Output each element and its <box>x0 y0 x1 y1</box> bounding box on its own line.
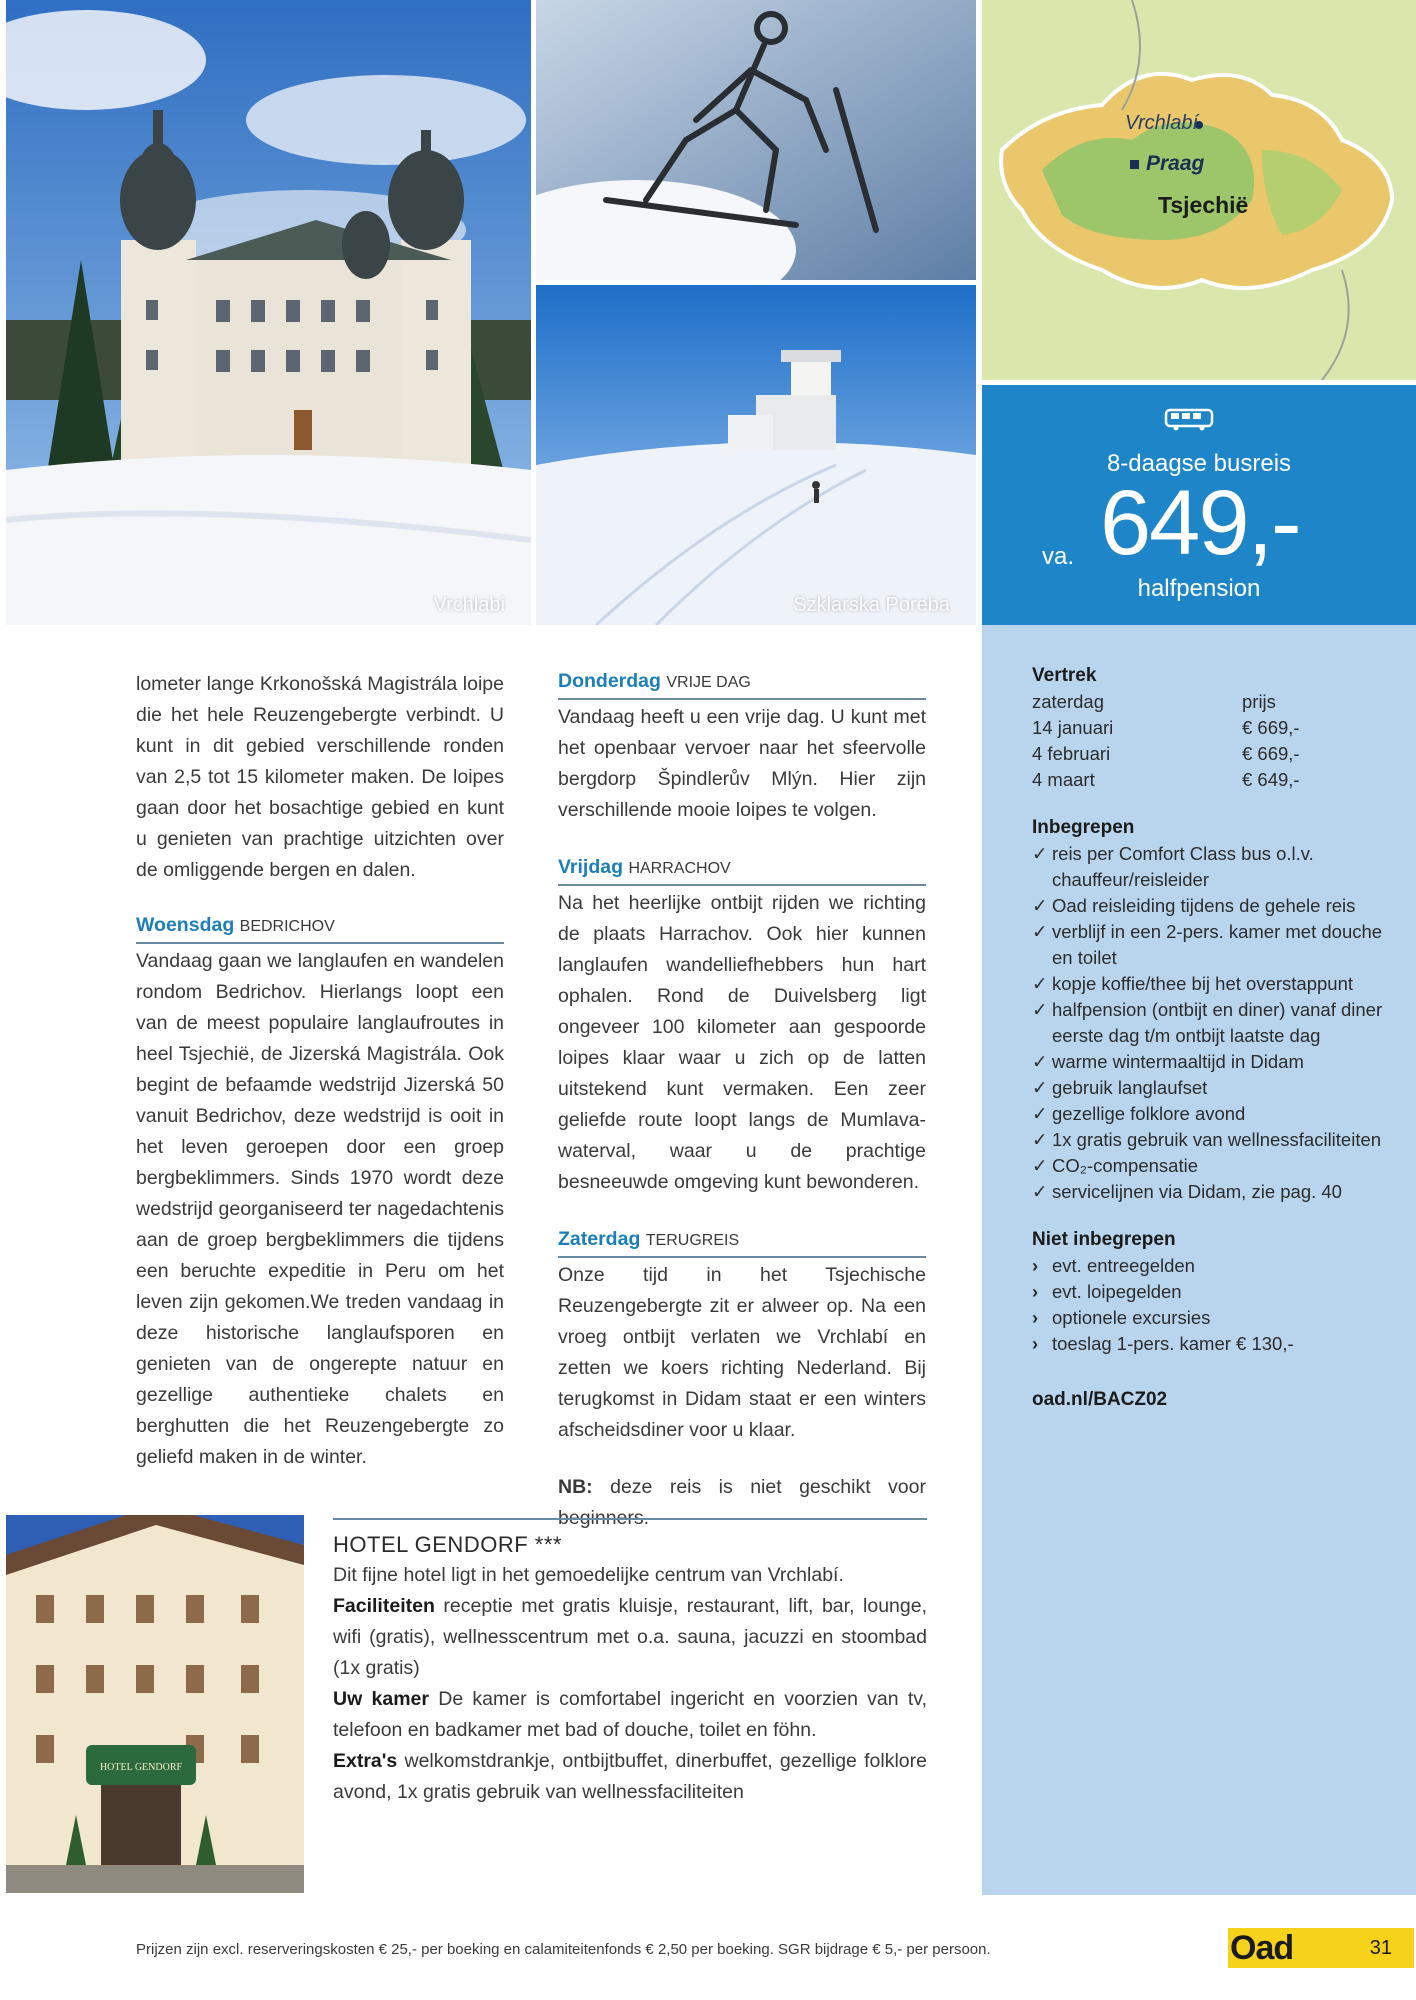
hotel-room: Uw kamer De kamer is comfortabel ingericht en voorzien van tv, telefoon en badkamer met bad of douche, toilet en föhn. <box>333 1688 927 1741</box>
day-zaterdag <box>558 1224 926 1446</box>
departure-col1-header: zaterdag <box>1032 691 1104 712</box>
chevron-right-icon: › <box>1032 1333 1039 1354</box>
hotel-body <box>333 1560 927 1808</box>
day-text: Onze tijd in het Tsjechische Reuzengebergte zit er alweer op. Na een vroeg ontbijt verlaten we Vrchlabí en zetten we koers richting Nederland. Bij terugkomst in Didam staat er een winters afscheidsdiner voor u klaar. <box>558 1264 926 1441</box>
checkmark-icon: ✓ <box>1032 1077 1048 1098</box>
departure-price: € 669,- <box>1242 717 1300 738</box>
not-included-section <box>1032 1227 1392 1357</box>
day-text: Vandaag gaan we langlaufen en wandelen rondom Bedrichov. Hierlangs loopt een van de meest populaire langlaufroutes in heel Tsjechië, de Jizerská Magistrála. Ook begint de befaamde wedstrijd Jizerská 50 vanuit Bedrichov, deze wedstrijd is ooit in het leven geroepen door een groep bergbeklimmers. Sinds 1970 wordt deze wedstrijd georganiseerd ter nagedachtenis aan de groep bergbeklimmers die tijdens een beruchte expeditie in Peru om het leven zijn gekomen.We treden vandaag in deze historische langlaufsporen en genieten van de ongerepte natuur en gezellige authentieke chalets en berghutten die het Reuzengebergte zo geliefd maken in de winter. <box>136 950 504 1468</box>
footer-note: Prijzen zijn excl. reserveringskosten € 25,- per boeking en calamiteitenfonds € 2,50 per boeking. SGR bijdrage € 5,- per persoon. <box>136 1941 991 1958</box>
departure-price: € 649,- <box>1242 769 1300 790</box>
day-place: VRIJE DAG <box>666 674 751 691</box>
trip-type: 8-daagse busreis <box>1106 450 1292 477</box>
hotel-extras-label: Extra's <box>333 1750 398 1772</box>
skier-sculpture-photo <box>536 0 976 280</box>
included-item: ✓ servicelijnen via Didam, zie pag. 40 <box>1032 1179 1392 1205</box>
day-heading <box>558 852 926 886</box>
nb-text: deze reis is niet geschikt voor beginners. <box>558 1476 926 1529</box>
departure-row <box>1032 741 1392 767</box>
sidebar-content <box>1032 663 1392 1413</box>
departure-heading: Vertrek <box>1032 665 1097 686</box>
day-heading <box>136 910 504 944</box>
castle-photo <box>6 0 531 625</box>
photo-caption-vrchlabi: Vrchlabi <box>433 594 505 616</box>
day-place: TERUGREIS <box>645 1232 740 1249</box>
hotel-illustration <box>6 1515 304 1893</box>
map-label-vrchlabi: Vrchlabí <box>1125 112 1199 134</box>
checkmark-icon: ✓ <box>1032 1181 1048 1202</box>
checkmark-icon: ✓ <box>1032 973 1048 994</box>
chevron-right-icon: › <box>1032 1307 1039 1328</box>
czech-map-illustration <box>982 0 1416 380</box>
nb-label: NB: <box>558 1476 593 1498</box>
trip-code-link[interactable]: oad.nl/BACZ02 <box>1032 1389 1168 1410</box>
hotel-photo <box>6 1515 304 1893</box>
day-name: Zaterdag <box>558 1228 641 1250</box>
included-item: ✓ reis per Comfort Class bus o.l.v. chauffeur/reisleider <box>1032 841 1392 893</box>
departure-date: 4 februari <box>1032 743 1111 764</box>
day-heading <box>558 1224 926 1258</box>
included-item: ✓ Oad reisleiding tijdens de gehele reis <box>1032 893 1392 919</box>
day-text: Na het heerlijke ontbijt rijden we richting de plaats Harrachov. Ook hier kunnen langlaufen wandelliefhebbers hun hart ophalen. Rond de Duivelsberg ligt ongeveer 100 kilometer aan gespoorde loipes klaar waar u zich op de latten uitstekend kunt vermaken. Een zeer geliefde route loopt langs de Mumlava-waterval, waar u de prachtige besneeuwde omgeving kunt bewonderen. <box>558 892 926 1193</box>
middle-column <box>558 666 926 1534</box>
not-included-heading: Niet inbegrepen <box>1032 1229 1176 1250</box>
hotel-facilities-label: Faciliteiten <box>333 1595 435 1617</box>
skier-sculpture-illustration <box>536 0 976 280</box>
departure-date: 4 maart <box>1032 769 1095 790</box>
day-woensdag <box>136 910 504 1473</box>
checkmark-icon: ✓ <box>1032 1155 1048 1176</box>
checkmark-icon: ✓ <box>1032 1103 1048 1124</box>
bus-icon <box>1164 407 1214 431</box>
map-label-praag: Praag <box>1146 152 1205 175</box>
included-item: ✓ gezellige folklore avond <box>1032 1101 1392 1127</box>
day-text: Vandaag heeft u een vrije dag. U kunt met het openbaar vervoer naar het sfeervolle bergdorp Špindlerův Mlýn. Hier zijn verschillende mooie loipes te volgen. <box>558 706 926 821</box>
footer-logo-box <box>1228 1928 1414 1968</box>
photo-caption-szklarska: Szklarska Poreba <box>793 594 950 616</box>
map-label-country: Tsjechië <box>1158 192 1249 218</box>
day-name: Woensdag <box>136 914 235 936</box>
departure-header-row <box>1032 689 1392 715</box>
checkmark-icon: ✓ <box>1032 1051 1048 1072</box>
hotel-sign-text: HOTEL GENDORF <box>99 1762 183 1773</box>
hotel-section <box>333 1518 927 1808</box>
day-name: Vrijdag <box>558 856 624 878</box>
hotel-extras: Extra's welkomstdrankje, ontbijtbuffet, dinerbuffet, gezellige folklore avond, 1x gratis gebruik van wellnessfaciliteiten <box>333 1750 927 1803</box>
departure-row <box>1032 767 1392 793</box>
checkmark-icon: ✓ <box>1032 843 1048 864</box>
day-donderdag <box>558 666 926 826</box>
hotel-title: HOTEL GENDORF *** <box>333 1518 927 1560</box>
day-place: HARRACHOV <box>628 860 731 877</box>
price-from-label: va. <box>1042 543 1075 570</box>
day-name: Donderdag <box>558 670 661 692</box>
checkmark-icon: ✓ <box>1032 1129 1048 1150</box>
price-value: 649,- <box>1100 472 1300 574</box>
hotel-room-label: Uw kamer <box>333 1688 429 1710</box>
included-heading: Inbegrepen <box>1032 817 1135 838</box>
departure-col2-header: prijs <box>1242 691 1276 712</box>
included-item: ✓ warme wintermaaltijd in Didam <box>1032 1049 1392 1075</box>
not-included-item: › evt. entreegelden <box>1032 1253 1392 1279</box>
included-section <box>1032 815 1392 1205</box>
included-item: ✓ gebruik langlaufset <box>1032 1075 1392 1101</box>
praag-marker-icon <box>1130 160 1139 169</box>
day-vrijdag <box>558 852 926 1198</box>
hotel-intro: Dit fijne hotel ligt in het gemoedelijke centrum van Vrchlabí. <box>333 1564 844 1586</box>
checkmark-icon: ✓ <box>1032 895 1048 916</box>
included-item: ✓ CO₂-compensatie <box>1032 1153 1392 1179</box>
included-item: ✓ kopje koffie/thee bij het overstappunt <box>1032 971 1392 997</box>
checkmark-icon: ✓ <box>1032 921 1048 942</box>
oad-logo: Oad <box>1230 1929 1294 1967</box>
day-heading <box>558 666 926 700</box>
board-type: halfpension <box>1137 575 1261 602</box>
mountain-illustration <box>536 285 976 625</box>
departure-section <box>1032 663 1392 793</box>
chevron-right-icon: › <box>1032 1255 1039 1276</box>
intro-paragraph: lometer lange Krkonošská Magistrála loipe die het hele Reuzengebergte verbindt. U kunt in dit gebied verschillende ronden van 2,5 tot 15 kilometer maken. De loipes gaan door het bosachtige gebied en kunt u genieten van prachtige uitzichten over de omliggende bergen en dalen. <box>136 673 504 881</box>
sidebar <box>982 625 1416 1895</box>
price-box <box>982 385 1416 625</box>
left-column <box>136 669 504 1499</box>
chevron-right-icon: › <box>1032 1281 1039 1302</box>
not-included-item: › optionele excursies <box>1032 1305 1392 1331</box>
hotel-facilities: Faciliteiten receptie met gratis kluisje, restaurant, lift, bar, lounge, wifi (gratis), wellnesscentrum met o.a. sauna, jacuzzi en stoombad (1x gratis) <box>333 1595 927 1679</box>
departure-price: € 669,- <box>1242 743 1300 764</box>
included-item: ✓ halfpension (ontbijt en diner) vanaf diner eerste dag t/m ontbijt laatste dag <box>1032 997 1392 1049</box>
departure-date: 14 januari <box>1032 717 1114 738</box>
not-included-item: › evt. loipegelden <box>1032 1279 1392 1305</box>
included-item: ✓ 1x gratis gebruik van wellnessfaciliteiten <box>1032 1127 1392 1153</box>
day-place: BEDRICHOV <box>239 918 335 935</box>
checkmark-icon: ✓ <box>1032 999 1048 1020</box>
castle-illustration <box>6 0 531 625</box>
page-number: 31 <box>1369 1937 1392 1959</box>
map <box>982 0 1416 380</box>
mountain-photo <box>536 285 976 625</box>
not-included-item: › toeslag 1-pers. kamer € 130,- <box>1032 1331 1392 1357</box>
departure-row <box>1032 715 1392 741</box>
included-item: ✓ verblijf in een 2-pers. kamer met douche en toilet <box>1032 919 1392 971</box>
